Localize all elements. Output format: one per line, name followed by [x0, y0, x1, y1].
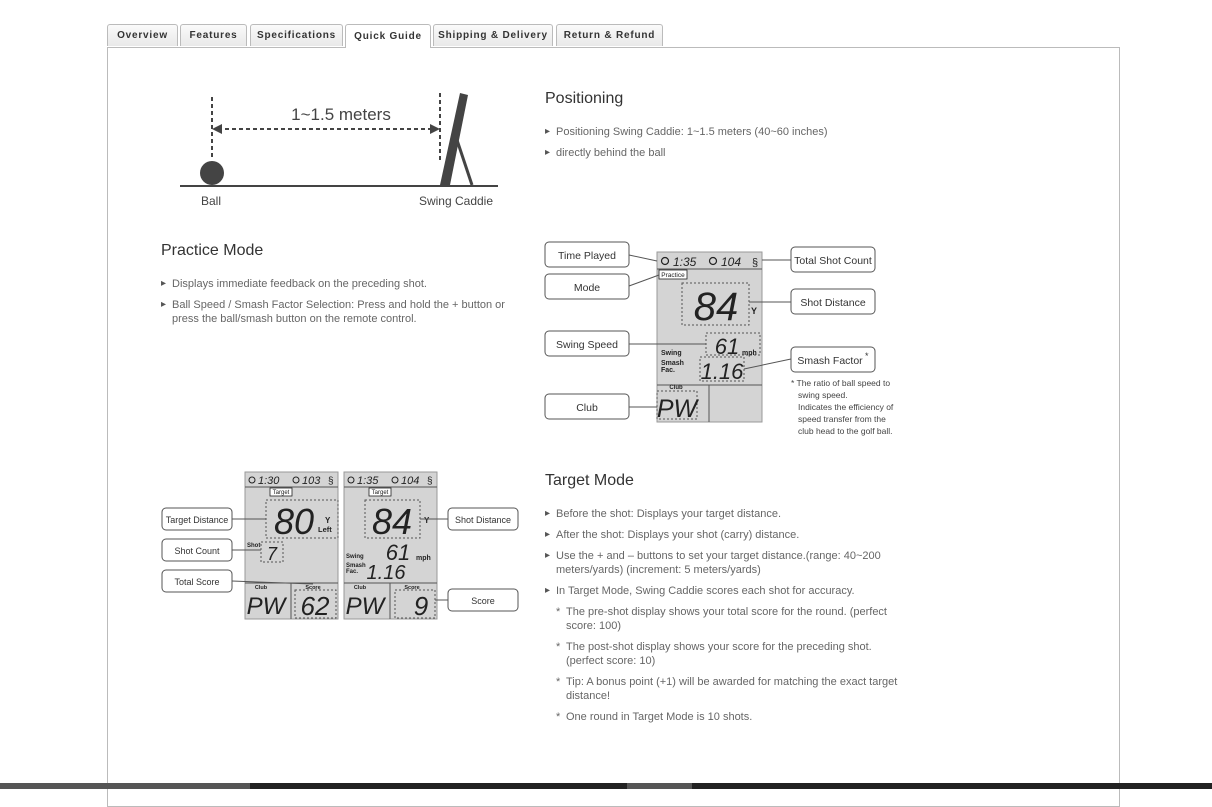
device-label: Swing Caddie — [418, 194, 494, 208]
tab-features[interactable]: Features — [180, 24, 247, 46]
tab-quick-guide[interactable]: Quick Guide — [345, 24, 431, 48]
svg-text:Club: Club — [254, 585, 268, 591]
svg-text:Shot Distance: Shot Distance — [454, 515, 512, 525]
svg-text:Smash: Smash — [346, 563, 366, 569]
target-mode-diagram — [158, 468, 523, 626]
shot-count-callout — [162, 539, 232, 561]
bottom-bar — [0, 783, 1212, 789]
svg-text:Club: Club — [669, 385, 683, 391]
lcd-count: 104 — [721, 255, 742, 269]
lcd-unit: Y — [751, 306, 758, 316]
lcd-total-score: 62 — [300, 591, 330, 621]
svg-text:Score: Score — [404, 585, 420, 591]
svg-text:§: § — [427, 476, 433, 487]
note-item: * One round in Target Mode is 10 shots. — [545, 710, 905, 724]
svg-text:Smash Factor: Smash Factor — [797, 355, 863, 367]
lcd-shot-distance: 84 — [371, 501, 413, 542]
positioning-title: Positioning — [545, 90, 624, 107]
svg-text:1.16: 1.16 — [366, 562, 406, 584]
svg-text:§: § — [752, 257, 759, 269]
total-score-callout — [162, 570, 232, 592]
practice-mode-diagram — [540, 238, 920, 443]
ball-icon — [200, 161, 224, 185]
svg-text:Target: Target — [272, 490, 290, 496]
target-shot-distance-callout — [448, 508, 518, 530]
total-shot-count-callout — [791, 247, 875, 272]
svg-text:Swing Speed: Swing Speed — [556, 339, 618, 351]
svg-text:Score: Score — [305, 585, 321, 591]
lcd-time: 1:35 — [673, 255, 697, 269]
svg-text:Y: Y — [424, 516, 430, 525]
practice-mode-title: Practice Mode — [161, 242, 264, 259]
practice-bullets — [161, 277, 521, 333]
list-item: ▸ Displays immediate feedback on the preceding shot. — [161, 277, 521, 291]
list-item: ▸ directly behind the ball — [545, 146, 905, 160]
target-bullets — [545, 507, 905, 731]
note-item: * Tip: A bonus point (+1) will be awarded for matching the exact target distance! — [545, 675, 905, 703]
svg-text:Shot Count: Shot Count — [174, 546, 220, 556]
svg-text:Mode: Mode — [573, 282, 601, 294]
smash-factor-callout — [791, 347, 875, 372]
tab-shipping-delivery[interactable]: Shipping & Delivery — [433, 24, 553, 46]
svg-text:Y: Y — [325, 516, 331, 525]
list-item: ▸ Ball Speed / Smash Factor Selection: Press and hold the + button or press the ball/smash button on the remote control. — [161, 298, 521, 326]
score-callout — [448, 589, 518, 611]
svg-text:Club: Club — [353, 585, 367, 591]
svg-text:Total Score: Total Score — [174, 577, 220, 587]
svg-text:PW: PW — [345, 593, 385, 620]
svg-text:Club: Club — [576, 402, 598, 414]
tab-return-refund[interactable]: Return & Refund — [556, 24, 663, 46]
list-item: ▸ Use the + and – buttons to set your target distance.(range: 40~200 meters/yards) (increment: 5 meters/yards) — [545, 549, 905, 577]
mode-callout — [545, 274, 629, 299]
svg-text:Left: Left — [318, 525, 332, 534]
positioning-bullets — [545, 125, 905, 167]
note-item: * The pre-shot display shows your total score for the round. (perfect score: 100) — [545, 605, 905, 633]
list-item: ▸ Before the shot: Displays your target distance. — [545, 507, 905, 521]
list-item: ▸ In Target Mode, Swing Caddie scores each shot for accuracy. — [545, 584, 905, 598]
svg-text:Target: Target — [371, 490, 389, 496]
lcd-score: 9 — [413, 591, 429, 621]
svg-text:PW: PW — [246, 593, 286, 620]
ball-label: Ball — [200, 194, 222, 208]
swing-speed-callout — [545, 331, 629, 356]
lcd-target-distance: 80 — [273, 501, 315, 542]
tab-specifications[interactable]: Specifications — [250, 24, 343, 46]
svg-text:Time Played: Time Played — [558, 250, 616, 262]
svg-text:Fac.: Fac. — [661, 367, 676, 374]
svg-text:104: 104 — [401, 475, 420, 487]
svg-text:Total Shot Count: Total Shot Count — [794, 255, 872, 267]
svg-text:61: 61 — [385, 540, 411, 565]
smash-note-line: Indicates the efficiency of — [798, 402, 894, 412]
svg-text:Swing: Swing — [661, 350, 682, 357]
smash-note-line: swing speed. — [798, 390, 848, 400]
svg-text:Target Distance: Target Distance — [165, 515, 229, 525]
svg-text:Swing: Swing — [346, 554, 364, 560]
club-callout — [545, 394, 629, 419]
tab-overview[interactable]: Overview — [107, 24, 178, 46]
lcd-smash: 1.16 — [700, 359, 744, 384]
lcd-distance: 84 — [693, 285, 739, 329]
svg-text:Score: Score — [471, 596, 495, 606]
svg-text:mph: mph — [416, 555, 431, 562]
svg-text:Fac.: Fac. — [346, 569, 359, 575]
positioning-diagram — [170, 85, 510, 215]
svg-text:Smash: Smash — [661, 360, 684, 367]
lcd-speed: 61 — [714, 334, 740, 359]
lcd-mode-tag: Practice — [661, 272, 685, 279]
target-distance-callout — [162, 508, 232, 530]
swing-caddie-device — [440, 93, 468, 185]
svg-text:Shot Distance: Shot Distance — [800, 297, 866, 309]
distance-label: 1~1.5 meters — [291, 105, 391, 124]
smash-note-line: club head to the golf ball. — [798, 426, 893, 436]
svg-text:103: 103 — [302, 475, 321, 487]
list-item: ▸ After the shot: Displays your shot (carry) distance. — [545, 528, 905, 542]
target-mode-title: Target Mode — [545, 472, 634, 489]
note-item: * The post-shot display shows your score for the preceding shot. (perfect score: 10) — [545, 640, 905, 668]
svg-text:mph: mph — [742, 350, 757, 357]
list-item: ▸ Positioning Swing Caddie: 1~1.5 meters (40~60 inches) — [545, 125, 905, 139]
lcd-club: PW — [656, 395, 698, 423]
time-played-callout — [545, 242, 629, 267]
svg-text:1:35: 1:35 — [357, 475, 379, 487]
svg-text:1:30: 1:30 — [258, 475, 280, 487]
lcd-shot-count: 7 — [266, 544, 278, 564]
shot-distance-callout — [791, 289, 875, 314]
svg-text:*: * — [865, 351, 869, 361]
smash-note-line: speed transfer from the — [798, 414, 886, 424]
smash-note-line: * The ratio of ball speed to — [791, 378, 891, 388]
svg-text:§: § — [328, 476, 334, 487]
svg-text:Shot: Shot — [247, 543, 261, 549]
